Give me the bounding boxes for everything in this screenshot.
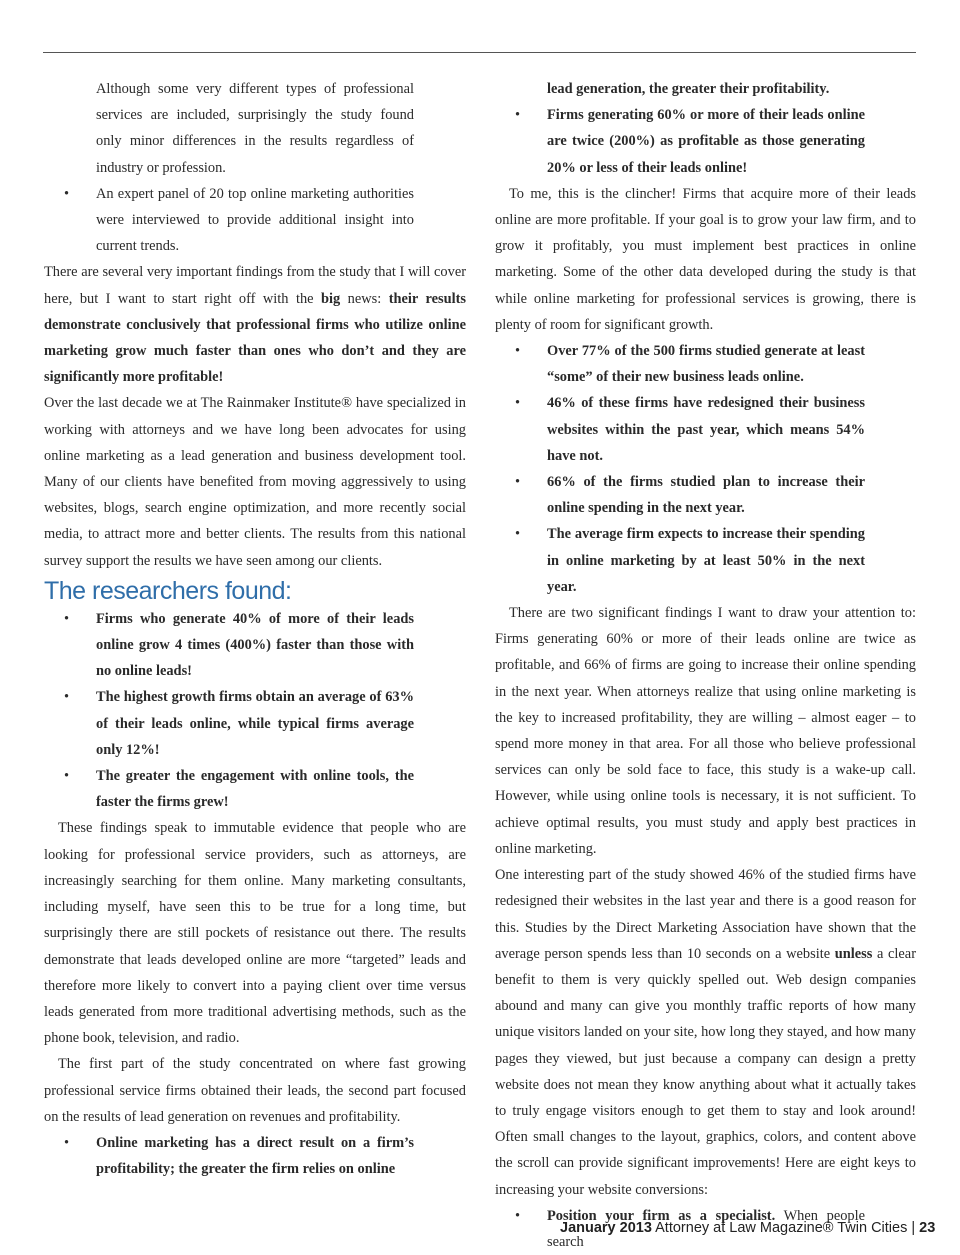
stat-text: 66% of the firms studied plan to increase their online spending in the next year. bbox=[547, 474, 865, 517]
list-item bbox=[495, 338, 865, 390]
redesign-text-b: a clear benefit to them is very quickly spelled out. Web design companies abound and many can give you monthly traffic reports of how many unique visitors landed on your site, how long they stayed, and how many pages they viewed, but just because a company can design a pretty website does not mean they know anything about what it actually takes to truly engage visitors enough to get them to stay and look around! Often small changes to the layout, graphics, colors, and content above the scroll can provide significant improvements! Here are eight keys to increasing your website conversions: bbox=[495, 945, 916, 1198]
list-item bbox=[44, 606, 414, 685]
section-heading: The researchers found: bbox=[44, 576, 292, 605]
findings-bold: their results demonstrate conclusively that professional firms who utilize online marketing grow much faster than ones who don’t and they are significantly more profitable! bbox=[44, 290, 466, 386]
intro-continuation: Although some very different types of professional services are included, surprisingly the study found only minor differences in the results regardless of industry or profession. bbox=[96, 81, 414, 176]
page-footer bbox=[560, 1220, 936, 1236]
list-item bbox=[44, 684, 414, 763]
list-item bbox=[495, 102, 865, 181]
stat-text: 46% of these firms have redesigned their business websites within the past year, which means 54% have not. bbox=[547, 395, 865, 464]
bullet-icon: • bbox=[64, 610, 70, 627]
bullet-icon: • bbox=[64, 1134, 70, 1151]
sixty-bullet-text: Firms generating 60% or more of their leads online are twice (200%) as profitable as those generating 20% or less of their leads online! bbox=[547, 107, 865, 176]
profit-list bbox=[44, 1130, 466, 1182]
clincher-paragraph: To me, this is the clincher! Firms that acquire more of their leads online are more profitable. If your goal is to grow your law firm, and to grow it profitably, you must implement best practices in online marketing. Some of the other data developed during the study is that while online marketing for professional services is growing, there is plenty of room for significant growth. bbox=[495, 185, 916, 333]
bullet-icon: • bbox=[64, 185, 70, 202]
bullet-icon: • bbox=[515, 395, 521, 412]
footer-publication: Attorney at Law Magazine® Twin Cities bbox=[655, 1220, 908, 1236]
first-part-paragraph: The first part of the study concentrated on where fast growing professional service firms obtained their leads, the second part focused on the results of lead generation on revenues and profitability. bbox=[44, 1056, 466, 1125]
findings-list bbox=[44, 606, 466, 816]
finding-text: Firms who generate 40% of more of their leads online grow 4 times (400%) faster than those with no online leads! bbox=[96, 610, 414, 680]
findings-text-a: There are several very important findings from the study that I will cover here, but I want to start right off with the bbox=[44, 264, 466, 307]
panel-bullet-text: An expert panel of 20 top online marketing authorities were interviewed to provide additional insight into current trends. bbox=[96, 185, 414, 255]
decade-paragraph: Over the last decade we at The Rainmaker Institute® have specialized in working with attorneys and we have long been advocates for using online marketing as a lead generation and business development tool. Many of our clients have benefited from moving aggressively to using websites, blogs, search engine optimization, and more recently social media, to attract more and better clients. The results from this national survey support the results we have seen among our clients. bbox=[44, 395, 466, 569]
redesign-text-a: One interesting part of the study showed 46% of the studied firms have redesigned their websites in the last year and there is a good reason for this. Studies by the Direct Marketing Association have shown that the average person spends less than 10 seconds on a website bbox=[495, 867, 916, 962]
bullet-icon: • bbox=[64, 768, 70, 785]
bullet-icon: • bbox=[515, 1207, 521, 1224]
footer-date: January 2013 bbox=[560, 1220, 652, 1236]
panel-list bbox=[44, 181, 466, 260]
two-findings-paragraph: There are two significant findings I want to draw your attention to: Firms generating 60% or more of their leads online are twice as profitable, and 66% of firms are going to increase their online spending in the next year. When attorneys realize that using online marketing is the key to increased profitability, they are willing – almost eager – to spend more money in that area. For all those who believe professional services can only be sold face to face, this study is a wake-up call. However, while using online tools is necessary, it is not sufficient. To achieve optimal results, you must study and apply best practices in online marketing. bbox=[495, 605, 916, 857]
online-bullet-end: lead generation, the greater their profitability. bbox=[547, 81, 830, 97]
stats-list bbox=[495, 338, 916, 600]
bullet-icon: • bbox=[515, 343, 521, 360]
list-item bbox=[44, 181, 414, 260]
specialist-bold: Position your firm as a specialist. bbox=[547, 1207, 776, 1224]
bullet-icon: • bbox=[515, 526, 521, 543]
list-item bbox=[44, 1130, 414, 1182]
redesign-paragraph bbox=[495, 862, 916, 1203]
stat-text: The average firm expects to increase their spending in online marketing by at least 50% in the next year. bbox=[547, 526, 865, 595]
stat-text: Over 77% of the 500 firms studied generate at least “some” of their new business leads online. bbox=[547, 343, 865, 386]
bullet-icon: • bbox=[515, 107, 521, 124]
findings-big: big bbox=[321, 290, 341, 307]
profit-list-continued bbox=[495, 102, 916, 181]
online-bullet-start: Online marketing has a direct result on a firm’s profitability; the greater the firm relies on online bbox=[96, 1134, 414, 1178]
list-item bbox=[44, 763, 414, 815]
top-rule bbox=[43, 52, 916, 53]
redesign-unless: unless bbox=[834, 945, 873, 962]
bullet-icon: • bbox=[64, 689, 70, 706]
specialist-rest: When people search bbox=[547, 1207, 865, 1250]
right-column bbox=[495, 76, 916, 1255]
finding-text: The highest growth firms obtain an average of 63% of their leads online, while typical firms average only 12%! bbox=[96, 689, 414, 758]
left-column bbox=[44, 76, 466, 1182]
list-item bbox=[495, 469, 865, 521]
list-item bbox=[495, 521, 865, 600]
finding-text: The greater the engagement with online tools, the faster the firms grew! bbox=[96, 768, 414, 811]
list-item bbox=[495, 390, 865, 469]
findings-paragraph bbox=[44, 259, 466, 390]
footer-separator: | bbox=[911, 1220, 916, 1236]
bullet-icon: • bbox=[515, 474, 521, 491]
findings-text-b: news: bbox=[340, 290, 389, 307]
page-number: 23 bbox=[919, 1220, 936, 1236]
immutable-paragraph: These findings speak to immutable evidence that people who are looking for professional service providers, such as attorneys, are increasingly searching for them online. Many marketing consultants, including myself, have seen this to be true for a long time, but surprisingly there are still pockets of resistance out there. The results demonstrate that leads developed online are more “targeted” leads and therefore more likely to convert into a paying client over time versus leads generated from more traditional advertising methods, such as the phone book, television, and radio. bbox=[44, 820, 466, 1047]
